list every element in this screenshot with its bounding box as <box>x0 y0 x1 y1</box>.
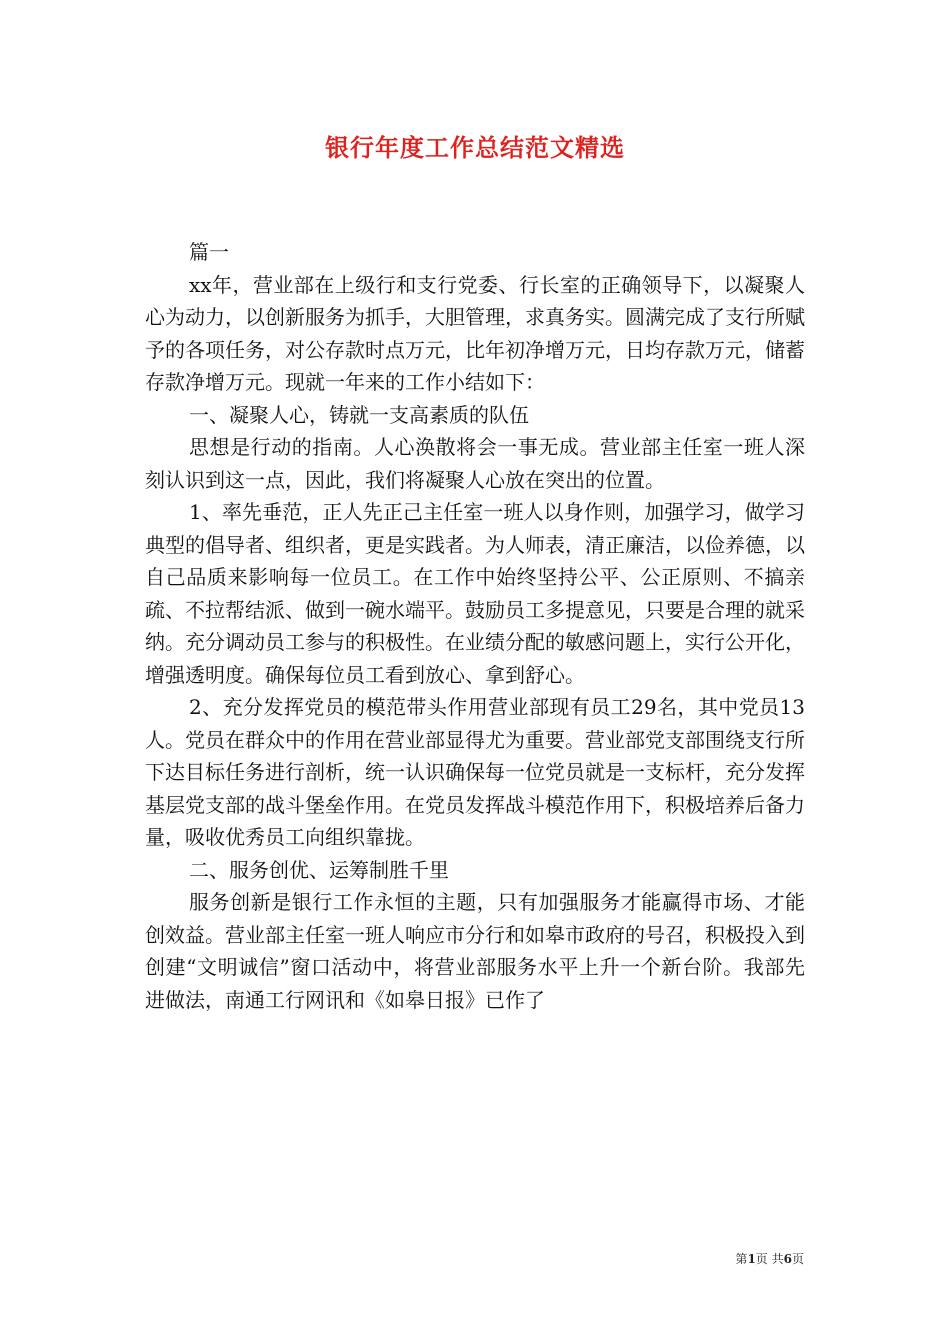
page-number-footer <box>735 1250 804 1267</box>
body-paragraph: 服务创新是银行工作永恒的主题，只有加强服务才能赢得市场、才能创效益。营业部主任室一班人响应市分行和如皋市政府的号召，积极投入到创建“文明诚信”窗口活动中，将营业部服务水平上升一个新台阶。我部先进做法，南通工行网讯和《如皋日报》已作了 <box>145 890 805 1012</box>
current-page-number: 1 <box>747 1252 756 1266</box>
body-paragraph: 2、充分发挥党员的模范带头作用营业部现有员工29名，其中党员13人。党员在群众中的作用在营业部显得尤为重要。营业部党支部围绕支行所下达目标任务进行剖析，统一认识确保每一位党员就是一支标杆，充分发挥基层党支部的战斗堡垒作用。在党员发挥战斗模范作用下，积极培养后备力量，吸收优秀员工向组织靠拢。 <box>145 695 805 849</box>
intro-paragraph: xx年，营业部在上级行和支行党委、行长室的正确领导下，以凝聚人心为动力，以创新服务为抓手，大胆管理，求真务实。圆满完成了支行所赋予的各项任务，对公存款时点万元，比年初净增万元，日均存款万元，储蓄存款净增万元。现就一年来的工作小结如下： <box>145 272 805 394</box>
body-paragraph: 1、率先垂范，正人先正己主任室一班人以身作则，加强学习，做学习典型的倡导者、组织者，更是实践者。为人师表，清正廉洁，以俭养德，以自己品质来影响每一位员工。在工作中始终坚持公平、公正原则、不搞亲疏、不拉帮结派、做到一碗水端平。鼓励员工多提意见，只要是合理的就采纳。充分调动员工参与的积极性。在业绩分配的敏感问题上，实行公开化，增强透明度。确保每位员工看到放心、拿到舒心。 <box>145 500 805 687</box>
footer-middle: 页 共 <box>755 1252 784 1266</box>
total-page-count: 6 <box>783 1252 792 1266</box>
section-heading: 二、服务创优、运筹制胜千里 <box>189 857 449 882</box>
section-label: 篇一 <box>189 240 229 264</box>
footer-suffix: 页 <box>791 1252 804 1266</box>
section-heading: 一、凝聚人心，铸就一支高素质的队伍 <box>189 402 529 427</box>
document-title: 银行年度工作总结范文精选 <box>325 134 625 162</box>
footer-prefix: 第 <box>735 1252 748 1266</box>
document-body <box>145 236 805 1016</box>
body-paragraph: 思想是行动的指南。人心涣散将会一事无成。营业部主任室一班人深刻认识到这一点，因此，我们将凝聚人心放在突出的位置。 <box>145 435 805 492</box>
